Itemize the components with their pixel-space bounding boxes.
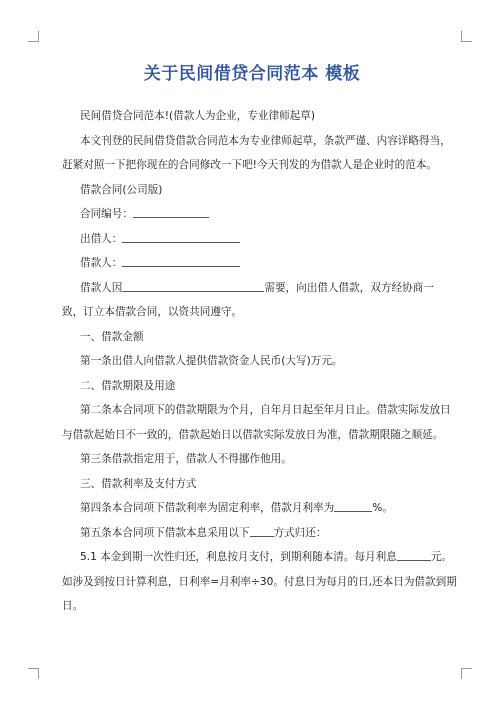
lender-line: [62, 227, 442, 252]
article-5-prefix: 第五条本合同项下借款本息采用以下: [80, 526, 250, 539]
clause-5-1-line-2: 如涉及到按日计算利息，日利率=月利率÷30。付息日为每月的日,还本日为借款到期: [62, 575, 457, 588]
purpose-line-2: 致，订立本借款合同，以资共同遵守。: [62, 306, 243, 318]
purpose-prefix: 借款人因: [80, 281, 123, 294]
clause-5-1-suffix: 元。: [430, 551, 453, 563]
description-line-1: 本文刊登的民间借贷借款合同范本为专业律师起草，条款严谨、内容详略得当，: [80, 134, 451, 147]
borrower-blank: [122, 254, 240, 267]
contract-number-blank: [133, 205, 209, 218]
crop-mark-top-right: [461, 31, 472, 42]
contract-number-label: 合同编号：: [80, 208, 133, 220]
repayment-method-blank: [250, 524, 274, 537]
contract-number-line: [62, 202, 442, 227]
document-title: 关于民间借贷合同范本 模板: [143, 64, 361, 84]
clause-5-1-line-3: 日。: [62, 600, 84, 612]
interest-rate-blank: [334, 499, 372, 512]
article-4-suffix: %。: [372, 502, 393, 514]
clause-5-1-prefix: 5.1 本金到期一次性归还，利息按月支付，到期利随本清。每月利息: [80, 551, 397, 563]
purpose-suffix: 需要，向出借人借款，双方经协商一: [264, 281, 434, 294]
document-page: [62, 60, 457, 619]
section-1-heading: 一、借款金额: [80, 330, 144, 343]
section-2-heading: 二、借款期限及用途: [80, 379, 176, 392]
purpose-line-1: [62, 276, 442, 301]
article-4-prefix: 第四条本合同项下借款利率为固定利率，借款月利率为: [80, 502, 335, 514]
crop-mark-bottom-left: [28, 668, 39, 679]
crop-mark-top-left: [28, 31, 39, 42]
crop-mark-bottom-right: [461, 668, 472, 679]
borrower-line: [62, 251, 442, 276]
intro-paragraph: 民间借贷合同范本!(借款人为企业，专业律师起草): [80, 110, 315, 122]
article-1: 第一条出借人向借款人提供借款资金人民币(大写)万元。: [80, 355, 343, 367]
article-2-line-2: 与借款起始日不一致的，借款起始日以借款实际发放日为准，借款期限随之顺延。: [62, 428, 444, 441]
section-3-heading: 三、借款利率及支付方式: [80, 477, 197, 490]
contract-title: 借款合同(公司版): [80, 183, 163, 196]
article-4: [62, 496, 442, 521]
article-3: 第三条借款指定用于，借款人不得挪作他用。: [80, 453, 292, 465]
monthly-interest-blank: [397, 548, 431, 561]
lender-label: 出借人：: [80, 232, 123, 245]
borrower-label: 借款人：: [80, 257, 123, 269]
clause-5-1-line-1: [62, 545, 453, 570]
description-line-2: 赶紧对照一下把你现在的合同修改一下吧!今天刊发的为借款人是企业时的范本。: [62, 159, 438, 171]
article-5-suffix: 方式归还：: [273, 526, 327, 539]
article-5: [62, 521, 442, 546]
lender-blank: [122, 230, 240, 243]
purpose-blank: [122, 279, 264, 292]
article-2-line-1: 第二条本合同项下的借款期限为个月，自年月日起至年月日止。借款实际发放日: [80, 404, 451, 416]
